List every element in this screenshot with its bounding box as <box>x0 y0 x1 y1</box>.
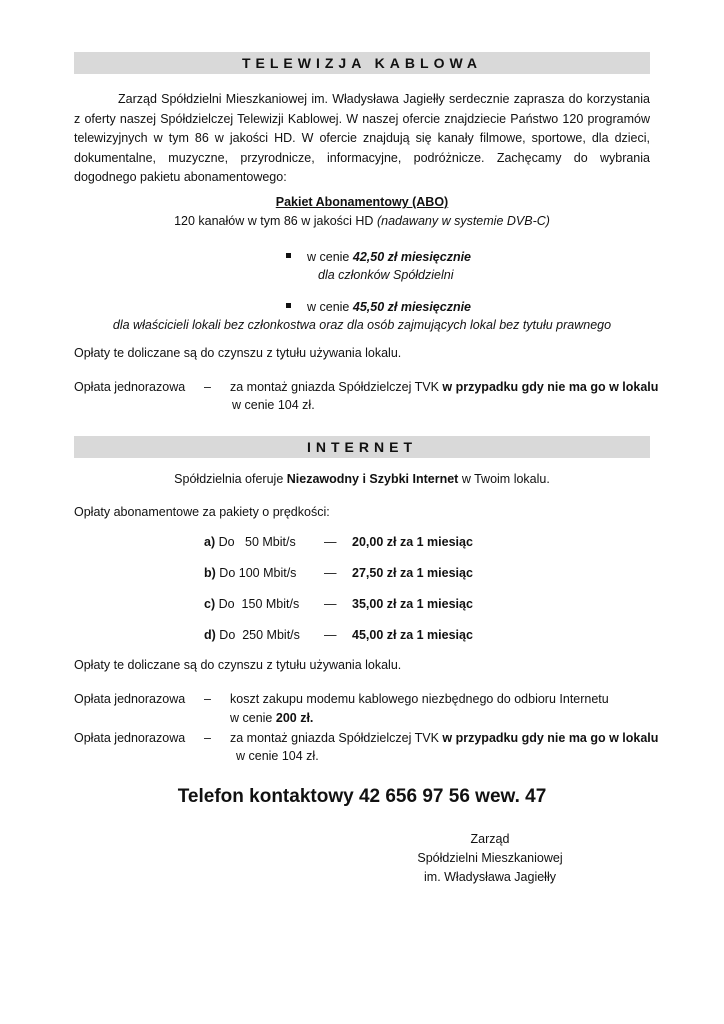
package-letter: c) <box>204 597 216 611</box>
tv-intro-paragraph: Zarząd Spółdzielni Mieszkaniowej im. Władysława Jagiełły serdecznie zaprasza do korzystania z oferty naszej Spółdzielczej Telewizji Kablowej. W naszej ofercie znajdziecie Państwo 120 programów telewizyjnych w tym 86 w jakości HD. W ofercie znajdują się kanały filmowe, sportowe, dla dzieci, dokumentalne, muzyczne, przyrodnicze, informacyjne, podróżnicze. Zachęcamy do wybrania dogodnego pakietu abonamentowego: <box>74 92 650 184</box>
tv-price1-value: 42,50 zł miesięcznie <box>352 250 472 264</box>
internet-onetime2-dash: – <box>204 731 211 745</box>
internet-packages-label: Opłaty abonamentowe za pakiety o prędkości: <box>74 505 330 519</box>
internet-intro-pre: Spółdzielnia oferuje <box>174 472 284 486</box>
signature-line1: Zarząd <box>470 832 510 846</box>
tv-price1-note: dla członków Spółdzielni <box>318 268 454 282</box>
package-letter: b) <box>204 566 216 580</box>
internet-intro-bold: Niezawodny i Szybki Internet <box>286 472 459 486</box>
internet-onetime2-label: Opłata jednorazowa <box>74 731 186 745</box>
tv-onetime-price: w cenie 104 zł. <box>232 398 315 412</box>
package-speed: Do 100 Mbit/s <box>219 566 297 580</box>
package-dash: — <box>324 628 337 642</box>
bullet-icon <box>286 303 291 308</box>
tv-price1-prefix: w cenie <box>307 250 350 264</box>
tv-onetime-text-bold: w przypadku gdy nie ma go w lokalu <box>442 380 659 394</box>
package-letter: d) <box>204 628 216 642</box>
package-dash: — <box>324 566 337 580</box>
internet-onetime2-price: w cenie 104 zł. <box>236 749 319 763</box>
internet-intro-post: w Twoim lokalu. <box>461 472 550 486</box>
package-speed: Do 250 Mbit/s <box>219 628 300 642</box>
tv-price2-value: 45,50 zł miesięcznie <box>352 300 472 314</box>
package-dash: — <box>324 535 337 549</box>
package-letter: a) <box>204 535 216 549</box>
tv-price1-bullet <box>286 250 471 264</box>
signature-line2: Spółdzielni Mieszkaniowej <box>417 851 563 865</box>
internet-onetime1-price-pre: w cenie <box>230 711 273 725</box>
internet-section-header: INTERNET <box>74 436 650 458</box>
tv-package-desc-italic: (nadawany w systemie DVB-C) <box>376 214 550 228</box>
internet-onetime1-price-value: 200 zł. <box>275 711 314 725</box>
tv-onetime-dash: – <box>204 380 211 394</box>
package-speed: Do 150 Mbit/s <box>218 597 300 611</box>
tv-fees-note: Opłaty te doliczane są do czynszu z tytułu używania lokalu. <box>74 346 402 360</box>
tv-package-desc-text: 120 kanałów w tym 86 w jakości HD <box>174 214 374 228</box>
package-dash: — <box>324 597 337 611</box>
tv-price2-prefix: w cenie <box>307 300 350 314</box>
internet-onetime2-text <box>230 731 658 745</box>
package-price: 27,50 zł za 1 miesiąc <box>352 566 473 580</box>
internet-onetime2-text-normal: za montaż gniazda Spółdzielczej TVK <box>230 731 439 745</box>
internet-onetime1-text: koszt zakupu modemu kablowego niezbędnego do odbioru Internetu <box>230 692 609 706</box>
internet-intro <box>74 472 650 486</box>
package-price: 35,00 zł za 1 miesiąc <box>352 597 473 611</box>
signature-line3: im. Władysława Jagiełły <box>424 870 556 884</box>
package-price: 20,00 zł za 1 miesiąc <box>352 535 473 549</box>
tv-onetime-text <box>230 380 658 394</box>
tv-price2-bullet <box>286 300 471 314</box>
tv-onetime-text-normal: za montaż gniazda Spółdzielczej TVK <box>230 380 439 394</box>
internet-onetime1-label: Opłata jednorazowa <box>74 692 186 706</box>
internet-onetime2-text-bold: w przypadku gdy nie ma go w lokalu <box>442 731 659 745</box>
tv-package-title: Pakiet Abonamentowy (ABO) <box>275 195 449 209</box>
bullet-icon <box>286 253 291 258</box>
internet-fees-note: Opłaty te doliczane są do czynszu z tytułu używania lokalu. <box>74 658 402 672</box>
package-price: 45,00 zł za 1 miesiąc <box>352 628 473 642</box>
internet-onetime1-dash: – <box>204 692 211 706</box>
package-speed: Do 50 Mbit/s <box>218 535 296 549</box>
tv-onetime-label: Opłata jednorazowa <box>74 380 186 394</box>
internet-onetime1-price <box>230 711 313 725</box>
contact-phone: Telefon kontaktowy 42 656 97 56 wew. 47 <box>177 786 547 807</box>
tv-package-description <box>74 214 650 228</box>
tv-price2-note: dla właścicieli lokali bez członkostwa oraz dla osób zajmujących lokal bez tytułu prawnego <box>112 318 612 332</box>
tv-section-header: TELEWIZJA KABLOWA <box>74 52 650 74</box>
